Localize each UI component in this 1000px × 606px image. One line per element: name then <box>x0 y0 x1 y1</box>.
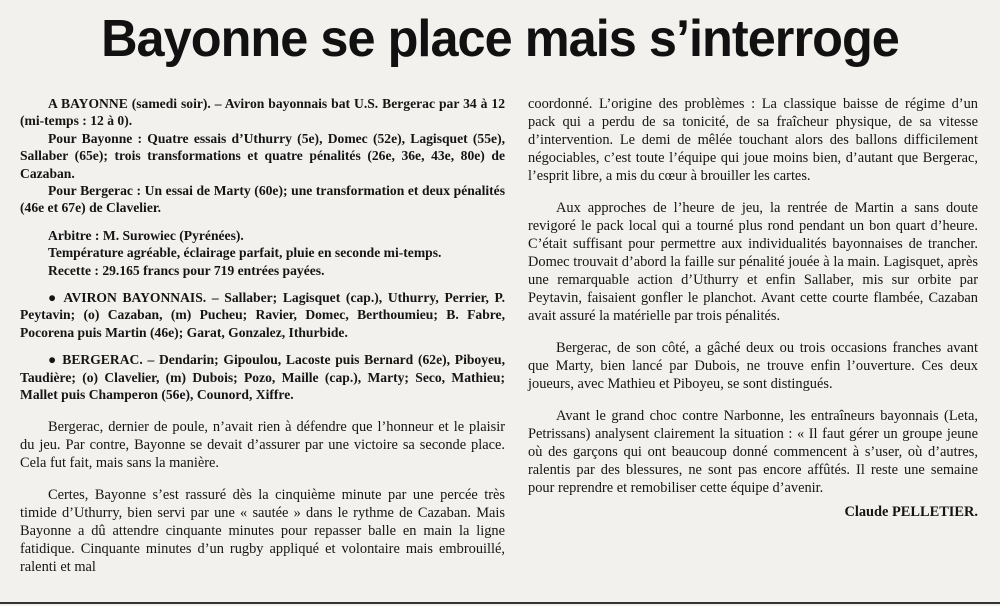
gate-receipts: Recette : 29.165 francs pour 719 entrées payées. <box>48 262 325 278</box>
referee: Arbitre : M. Surowiec (Pyrénées). <box>48 227 244 243</box>
left-column <box>20 95 505 576</box>
body-paragraph: coordonné. L’origine des problèmes : La classique baisse de régime d’un pack qui a perdu de sa tonicité, de sa fraîcheur physique, de sa vitesse d’intervention. Le demi de mêlée touchant alors des ballons difficilement négociables, c’est toute l’équipe qui joue moins bien, d’autant que Bergerac, l’esprit libre, a mis du cœur à brouiller les cartes. <box>528 96 978 184</box>
conditions: Température agréable, éclairage parfait, pluie en seconde mi-temps. <box>48 245 442 261</box>
right-column <box>528 95 978 521</box>
bottom-border <box>0 602 1000 604</box>
body-paragraph: Certes, Bayonne s’est rassuré dès la cinquième minute par une percée très timide d’Uthurry, bien servi par une « sautée » dans le rythme de Cazaban. Mais Bayonne a dû attendre cinquante minutes pour repasser balle en main la ligne fatidique. Cinquante minutes d’un rugby appliqué et volontaire mais embrouillé, ralenti et mal <box>20 486 505 575</box>
bayonne-lineup: ● AVIRON BAYONNAIS. – Sallaber; Lagisquet (cap.), Uthurry, Perrier, P. Peytavin; (o) Cazaban, (m) Pucheu; Ravier, Domec, Berthoumieu; B. Fabre, Pocorena puis Martin (46e); Garat, Gonzalez, Ithurbide. <box>20 290 505 340</box>
author-signature: Claude PELLETIER. <box>844 504 978 520</box>
bayonne-scorers: Pour Bayonne : Quatre essais d’Uthurry (5e), Domec (52e), Lagisquet (55e), Sallaber (65e); trois transformations et quatre pénalités (26e, 36e, 43e, 80e) de Cazaban. <box>20 130 505 181</box>
body-paragraph: Aux approches de l’heure de jeu, la rentrée de Martin a sans doute revigoré le pack local qui a tourné plus rond pendant un bon quart d’heure. C’était suffisant pour permettre aux individualités bayonnaises de trancher. Domec trouvait d’abord la faille sur pénalité jouée à la main. Lagisquet, après une remarquable action d’Uthurry et enfin Sallaber, mis sur orbite par Peytavin, faisaient gonfler le planchot. Avant cette courte flambée, Cazaban avait assuré la matérielle par trois pénalités. <box>528 200 978 324</box>
match-result: A BAYONNE (samedi soir). – Aviron bayonnais bat U.S. Bergerac par 34 à 12 (mi-temps : 12 à 0). <box>20 96 505 129</box>
body-paragraph: Avant le grand choc contre Narbonne, les entraîneurs bayonnais (Leta, Petrissans) analysent clairement la situation : « Il faut gérer un groupe jeune où des garçons qui ont beaucoup donné commencent à s’user, où d’autres, ralentis par des blessures, ne sont pas encore affûtés. Il reste une semaine pour reprendre et remobiliser cette équipe d’avenir. <box>528 408 978 496</box>
bergerac-scorers: Pour Bergerac : Un essai de Marty (60e); une transformation et deux pénalités (46e et 67e) de Clavelier. <box>20 183 505 216</box>
bergerac-lineup: ● BERGERAC. – Dendarin; Gipoulou, Lacoste puis Bernard (62e), Piboyeu, Taudière; (o) Clavelier, (m) Dubois; Pozo, Maille (cap.), Marty; Seco, Mathieu; Mallet puis Champeron (56e), Counord, Xiffre. <box>20 352 505 403</box>
body-paragraph: Bergerac, de son côté, a gâché deux ou trois occasions franches avant que Marty, bien lancé par Dubois, ne trouve enfin l’ouverture. Ces deux joueurs, avec Mathieu et Piboyeu, se sont distingués. <box>528 340 978 392</box>
headline: Bayonne se place mais s’interroge <box>101 10 899 68</box>
body-paragraph: Bergerac, dernier de poule, n’avait rien à défendre que l’honneur et le plaisir du jeu. Par contre, Bayonne se devait d’assurer par une victoire sa seconde place. Cela fut fait, mais sans la manière. <box>20 418 505 471</box>
